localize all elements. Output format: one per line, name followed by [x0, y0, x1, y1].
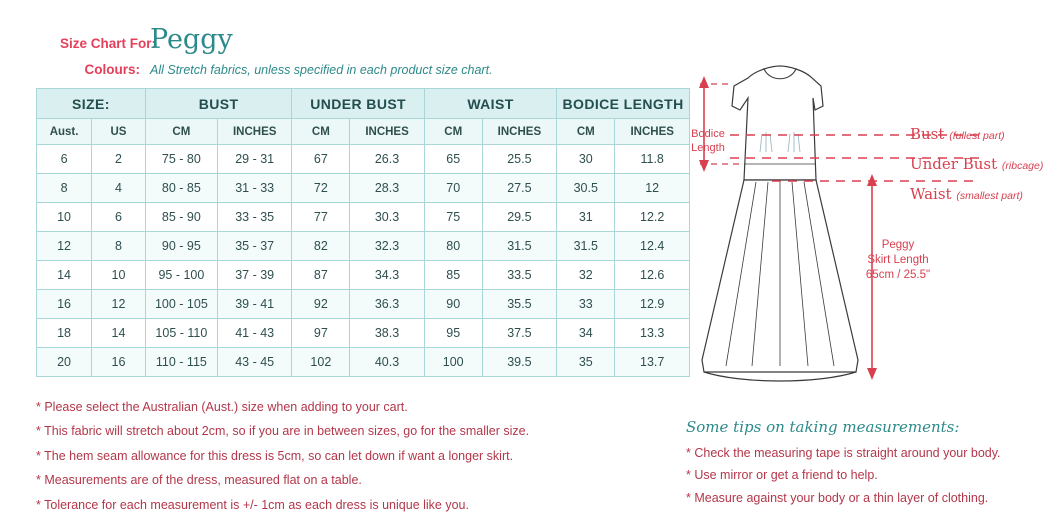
cell-us: 14 — [92, 319, 146, 348]
group-header-bust: BUST — [145, 89, 292, 119]
cell-us: 12 — [92, 290, 146, 319]
sub-header-bust-cm: CM — [145, 119, 217, 145]
colours-label: Colours: — [84, 62, 140, 77]
cell-underbust-in: 36.3 — [350, 290, 425, 319]
table-row — [37, 203, 690, 232]
cell-us: 2 — [92, 145, 146, 174]
sub-header-bust-in: INCHES — [217, 119, 292, 145]
cell-bodice-in: 12.4 — [615, 232, 690, 261]
cell-bust-cm: 85 - 90 — [145, 203, 217, 232]
group-header-waist: WAIST — [424, 89, 556, 119]
cell-bust-cm: 80 - 85 — [145, 174, 217, 203]
cell-waist-cm: 95 — [424, 319, 482, 348]
cell-bodice-cm: 30 — [557, 145, 615, 174]
header — [60, 26, 660, 77]
tips-section — [686, 418, 1056, 513]
cell-bodice-cm: 30.5 — [557, 174, 615, 203]
cell-us: 8 — [92, 232, 146, 261]
header-title-row — [60, 26, 660, 53]
cell-bodice-in: 12 — [615, 174, 690, 203]
cell-bust-cm: 105 - 110 — [145, 319, 217, 348]
group-header-under-bust: UNDER BUST — [292, 89, 424, 119]
group-header-row — [37, 89, 690, 119]
cell-bodice-in: 12.6 — [615, 261, 690, 290]
under-bust-annotation — [910, 155, 1043, 173]
table-row — [37, 261, 690, 290]
cell-waist-in: 29.5 — [482, 203, 557, 232]
note-item: * This fabric will stretch about 2cm, so if you are in between sizes, go for the smaller size. — [36, 424, 530, 439]
cell-bust-cm: 110 - 115 — [145, 348, 217, 377]
size-chart-for-label: Size Chart For: — [60, 36, 157, 51]
cell-aust: 14 — [37, 261, 92, 290]
cell-bodice-in: 13.7 — [615, 348, 690, 377]
cell-bodice-cm: 35 — [557, 348, 615, 377]
table-row — [37, 232, 690, 261]
dress-illustration-svg — [680, 60, 1062, 410]
bust-label: Bust — [910, 125, 945, 143]
cell-bodice-in: 12.2 — [615, 203, 690, 232]
cell-us: 10 — [92, 261, 146, 290]
cell-underbust-in: 34.3 — [350, 261, 425, 290]
size-table-head — [37, 89, 690, 145]
cell-waist-in: 25.5 — [482, 145, 557, 174]
cell-bodice-in: 12.9 — [615, 290, 690, 319]
sub-header-bodice-cm: CM — [557, 119, 615, 145]
cell-waist-in: 33.5 — [482, 261, 557, 290]
cell-bust-cm: 100 - 105 — [145, 290, 217, 319]
cell-waist-in: 39.5 — [482, 348, 557, 377]
waist-note: (smallest part) — [956, 190, 1023, 202]
sub-header-row — [37, 119, 690, 145]
cell-bust-cm: 90 - 95 — [145, 232, 217, 261]
bust-note: (fullest part) — [949, 130, 1005, 142]
cell-aust: 8 — [37, 174, 92, 203]
tip-item: * Use mirror or get a friend to help. — [686, 468, 878, 483]
cell-us: 4 — [92, 174, 146, 203]
cell-underbust-in: 40.3 — [350, 348, 425, 377]
cell-waist-cm: 75 — [424, 203, 482, 232]
skirt-length-annotation: Peggy Skirt Length 65cm / 25.5" — [865, 239, 931, 281]
cell-waist-cm: 90 — [424, 290, 482, 319]
cell-bust-cm: 95 - 100 — [145, 261, 217, 290]
cell-us: 16 — [92, 348, 146, 377]
cell-waist-in: 37.5 — [482, 319, 557, 348]
cell-waist-cm: 100 — [424, 348, 482, 377]
cell-bust-in: 31 - 33 — [217, 174, 292, 203]
cell-aust: 20 — [37, 348, 92, 377]
under-bust-note: (ribcage) — [1001, 160, 1044, 172]
sub-header-underbust-in: INCHES — [350, 119, 425, 145]
cell-aust: 6 — [37, 145, 92, 174]
dress-diagram — [680, 60, 1062, 410]
bodice-length-annotation: Bodice Length — [691, 128, 725, 154]
sub-header-waist-cm: CM — [424, 119, 482, 145]
cell-waist-in: 31.5 — [482, 232, 557, 261]
cell-waist-cm: 85 — [424, 261, 482, 290]
tip-item: * Check the measuring tape is straight around your body. — [686, 446, 1001, 460]
cell-bodice-cm: 31 — [557, 203, 615, 232]
table-row — [37, 174, 690, 203]
cell-underbust-in: 32.3 — [350, 232, 425, 261]
tip-item: * Measure against your body or a thin layer of clothing. — [686, 490, 989, 505]
cell-underbust-cm: 97 — [292, 319, 350, 348]
cell-underbust-in: 26.3 — [350, 145, 425, 174]
sub-header-waist-in: INCHES — [482, 119, 557, 145]
cell-bust-in: 35 - 37 — [217, 232, 292, 261]
cell-us: 6 — [92, 203, 146, 232]
cell-bodice-cm: 33 — [557, 290, 615, 319]
cell-bodice-cm: 32 — [557, 261, 615, 290]
notes-list — [36, 400, 676, 522]
cell-waist-cm: 65 — [424, 145, 482, 174]
cell-waist-in: 27.5 — [482, 174, 557, 203]
waist-label: Waist — [910, 185, 952, 203]
table-row — [37, 348, 690, 377]
colours-value: All Stretch fabrics, unless specified in each product size chart. — [150, 63, 493, 77]
group-header-size: SIZE: — [37, 89, 146, 119]
cell-waist-in: 35.5 — [482, 290, 557, 319]
cell-bodice-cm: 34 — [557, 319, 615, 348]
cell-bodice-cm: 31.5 — [557, 232, 615, 261]
cell-waist-cm: 80 — [424, 232, 482, 261]
cell-underbust-in: 38.3 — [350, 319, 425, 348]
cell-bust-cm: 75 - 80 — [145, 145, 217, 174]
sub-header-bodice-in: INCHES — [615, 119, 690, 145]
cell-underbust-cm: 77 — [292, 203, 350, 232]
cell-bust-in: 37 - 39 — [217, 261, 292, 290]
cell-bodice-in: 11.8 — [615, 145, 690, 174]
cell-underbust-in: 28.3 — [350, 174, 425, 203]
table-row — [37, 319, 690, 348]
note-item: * Please select the Australian (Aust.) size when adding to your cart. — [36, 400, 408, 414]
cell-aust: 16 — [37, 290, 92, 319]
note-item: * The hem seam allowance for this dress is 5cm, so can let down if want a longer skirt. — [36, 448, 514, 463]
cell-underbust-cm: 92 — [292, 290, 350, 319]
sub-header-us: US — [92, 119, 146, 145]
cell-bodice-in: 13.3 — [615, 319, 690, 348]
cell-underbust-cm: 87 — [292, 261, 350, 290]
cell-aust: 12 — [37, 232, 92, 261]
sub-header-aust: Aust. — [37, 119, 92, 145]
table-row — [37, 145, 690, 174]
header-colours-row — [60, 62, 660, 77]
table-row — [37, 290, 690, 319]
cell-underbust-cm: 82 — [292, 232, 350, 261]
cell-bust-in: 41 - 43 — [217, 319, 292, 348]
page-title: Peggy — [150, 24, 233, 55]
size-table — [36, 88, 690, 377]
under-bust-label: Under Bust — [910, 155, 998, 173]
cell-underbust-cm: 72 — [292, 174, 350, 203]
waist-annotation — [910, 185, 1023, 203]
tips-title: Some tips on taking measurements: — [686, 418, 960, 436]
group-header-bodice-length: BODICE LENGTH — [557, 89, 690, 119]
note-item: * Measurements are of the dress, measured flat on a table. — [36, 473, 362, 488]
sub-header-underbust-cm: CM — [292, 119, 350, 145]
cell-bust-in: 33 - 35 — [217, 203, 292, 232]
cell-bust-in: 39 - 41 — [217, 290, 292, 319]
cell-aust: 18 — [37, 319, 92, 348]
cell-bust-in: 29 - 31 — [217, 145, 292, 174]
cell-underbust-cm: 67 — [292, 145, 350, 174]
cell-waist-cm: 70 — [424, 174, 482, 203]
cell-underbust-in: 30.3 — [350, 203, 425, 232]
size-table-body — [37, 145, 690, 377]
cell-aust: 10 — [37, 203, 92, 232]
bust-annotation — [910, 125, 1005, 143]
cell-underbust-cm: 102 — [292, 348, 350, 377]
cell-bust-in: 43 - 45 — [217, 348, 292, 377]
note-item: * Tolerance for each measurement is +/- 1cm as each dress is unique like you. — [36, 497, 469, 512]
